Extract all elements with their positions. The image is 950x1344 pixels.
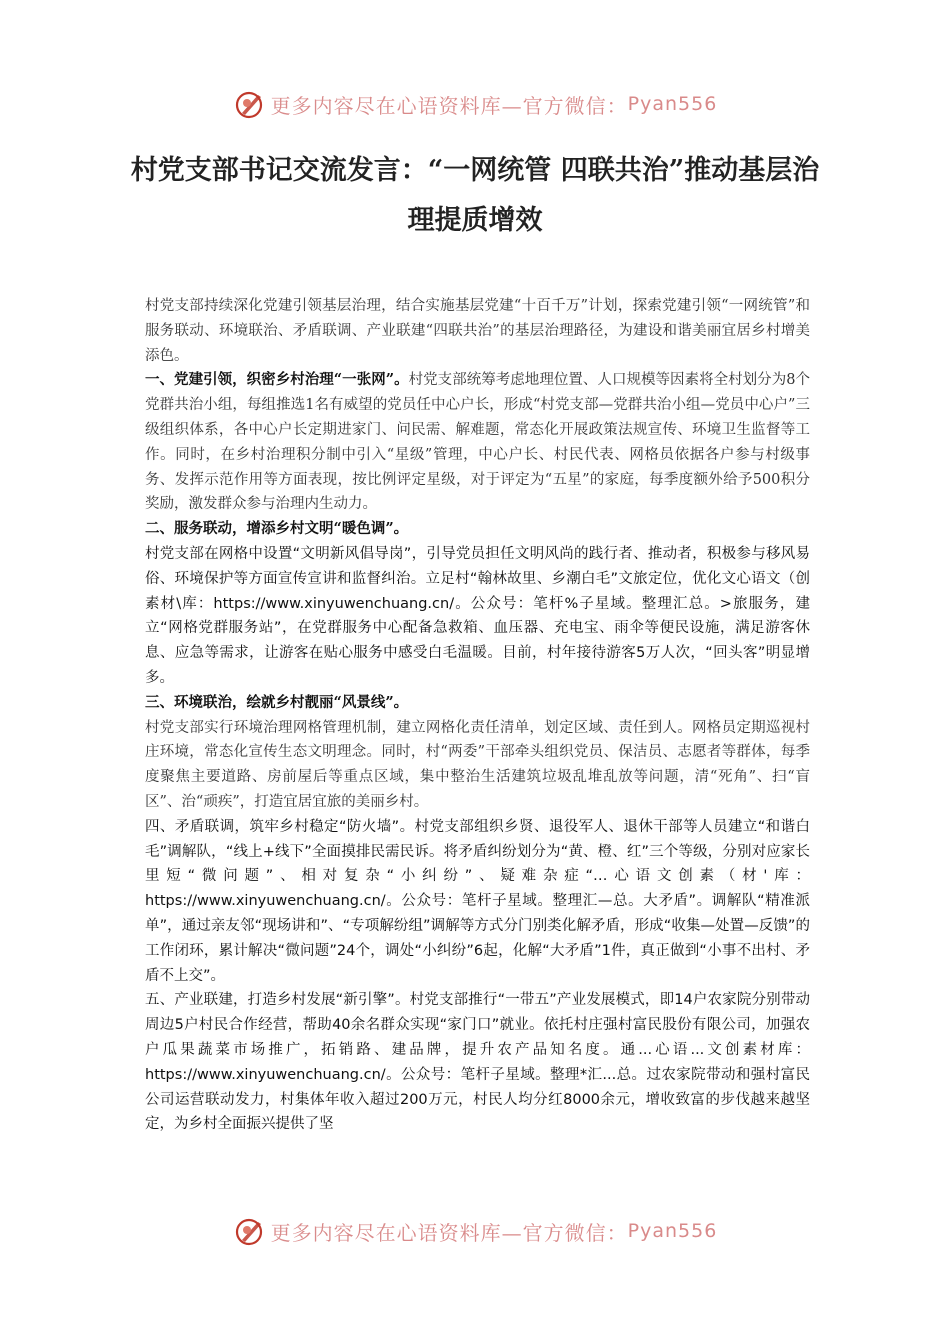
intro-paragraph: 村党支部持续深化党建引领基层治理，结合实施基层党建“十百千万”计划，探索党建引领“一网统管”和服务联动、环境联治、矛盾联调、产业联建“四联共治”的基层治理路径，为建设和谐美丽宜居乡村增美添色。 <box>145 298 810 364</box>
banner-text: 更多内容尽在心语资料库—官方微信： <box>270 1220 628 1245</box>
section-3-body: 村党支部实行环境治理网格管理机制，建立网格化责任清单，划定区域、责任到人。网格员定期巡视村庄环境，常态化宣传生态文明理念。同时，村“两委”干部牵头组织党员、保洁员、志愿者等群体，每季度聚焦主要道路、房前屋后等重点区域，集中整治生活建筑垃圾乱堆乱放等问题，清“死角”、扫“盲区”、治“顽疾”，打造宜居宜旅的美丽乡村。 <box>145 719 810 810</box>
section-1-body: 村党支部统筹考虑地理位置、人口规模等因素将全村划分为8个党群共治小组，每组推选1名有威望的党员任中心户长，形成“村党支部—党群共治小组—党员中心户”三级组织体系，各中心户长定期进家门、问民需、解难题，常态化开展政策法规宣传、环境卫生监督等工作。同时，在乡村治理积分制中引入“星级”管理，中心户长、村民代表、网格员依据各户参与村级事务、发挥示范作用等方面表现，按比例评定星级，对于评定为“五星”的家庭，每季度额外给予500积分奖励，激发群众参与治理内生动力。 <box>145 372 810 513</box>
pen-logo-icon <box>233 87 267 121</box>
banner-text: 更多内容尽在心语资料库—官方微信： <box>270 93 628 118</box>
pen-logo-icon <box>233 1214 267 1248</box>
banner-wechat-id: Pyan556 <box>627 93 718 115</box>
footer-banner <box>0 1209 950 1253</box>
banner-wechat-id: Pyan556 <box>627 1220 718 1242</box>
section-2-heading: 二、服务联动，增添乡村文明“暖色调”。 <box>145 520 409 538</box>
header-banner <box>0 82 950 126</box>
section-2-heading-line <box>145 517 810 542</box>
document-body <box>145 294 810 1137</box>
section-3-heading: 三、环境联治，绘就乡村靓丽“风景线”。 <box>145 693 409 711</box>
section-4: 四、矛盾联调，筑牢乡村稳定“防火墙”。村党支部组织乡贤、退役军人、退休干部等人员建立“和谐白毛”调解队，“线上+线下”全面摸排民需民诉。将矛盾纠纷划分为“黄、橙、红”三个等级，分别对应家长里短“微问题”、相对复杂“小纠纷”、疑难杂症“…心语文创素（材'库：https://www.xinyuwenchuang.cn/。公众号：笔杆子星域。整理汇—总。大矛盾”。调解队“精准派单”，通过亲友邻“现场讲和”、“专项解纷组”调解等方式分门别类化解矛盾，形成“收集—处置—反馈”的工作闭环，累计解决“微问题”24个，调处“小纠纷”6起，化解“大矛盾”1件，真正做到“小事不出村、矛盾不上交”。 <box>145 818 810 984</box>
section-1 <box>145 368 810 517</box>
document-title: 村党支部书记交流发言：“一网统管 四联共治”推动基层治理提质增效 <box>130 155 820 236</box>
section-1-heading: 一、党建引领，织密乡村治理“一张网”。 <box>145 371 409 389</box>
section-3-heading-line <box>145 691 810 716</box>
section-2-body: 村党支部在网格中设置“文明新风倡导岗”，引导党员担任文明风尚的践行者、推动者，积极参与移风易俗、环境保护等方面宣传宣讲和监督纠治。立足村“翰林故里、乡潮白毛”文旅定位，优化文心语文（创素材\库：https://www.xinyuwenchuang.cn/。公众号：笔杆%子星域。整理汇总。>旅服务，建立“网格党群服务站”，在党群服务中心配备急救箱、血压器、充电宝、雨伞等便民设施，满足游客休息、应急等需求，让游客在贴心服务中感受白毛温暖。目前，村年接待游客5万人次，“回头客”明显增多。 <box>145 545 810 686</box>
section-5: 五、产业联建，打造乡村发展“新引擎”。村党支部推行“一带五”产业发展模式，即14户农家院分别带动周边5户村民合作经营，帮助40余名群众实现“家门口”就业。依托村庄强村富民股份有限公司，加强农户瓜果蔬菜市场推广，拓销路、建品牌，提升农产品知名度。通...心语...文创素材库：https://www.xinyuwenchuang.cn/。公众号：笔杆子星域。整理*汇...总。过农家院带动和强村富民公司运营联动发力，村集体年收入超过200万元，村民人均分红8000余元，增收致富的步伐越来越坚定，为乡村全面振兴提供了坚 <box>145 992 810 1133</box>
